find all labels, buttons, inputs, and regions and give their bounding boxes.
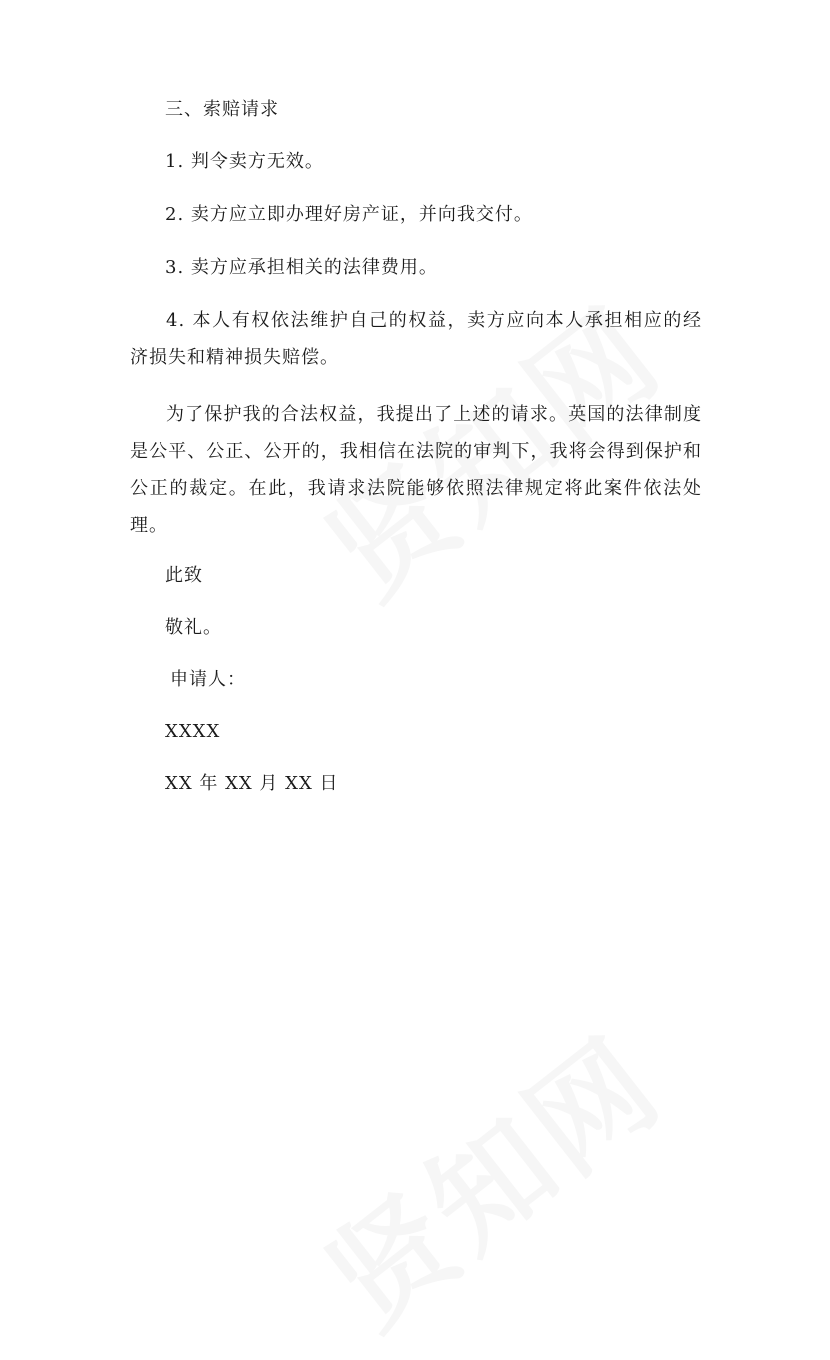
watermark-bottom: [287, 992, 691, 1360]
section-heading: 三、索赔请求: [165, 99, 279, 120]
claim-item-4: 4. 本人有权依法维护自己的权益，卖方应向本人承担相应的经济损失和精神损失赔偿。: [130, 310, 702, 368]
claim-item-2: 2. 卖方应立即办理好房产证，并向我交付。: [165, 204, 533, 225]
applicant-label: 申请人：: [170, 669, 246, 690]
closing-regards: 敬礼。: [165, 617, 222, 638]
closing-salutation: 此致: [165, 565, 203, 586]
claim-item-1: 1. 判令卖方无效。: [165, 151, 324, 172]
signature-date: XX 年 XX 月 XX 日: [165, 773, 339, 794]
applicant-name: XXXX: [165, 721, 221, 742]
claim-item-3: 3. 卖方应承担相关的法律费用。: [165, 257, 438, 278]
statement-paragraph: 为了保护我的合法权益，我提出了上述的请求。英国的法律制度是公平、公正、公开的，我相信在法院的审判下，我将会得到保护和公正的裁定。在此，我请求法院能够依照法律规定将此案件依法处理。: [130, 404, 702, 536]
